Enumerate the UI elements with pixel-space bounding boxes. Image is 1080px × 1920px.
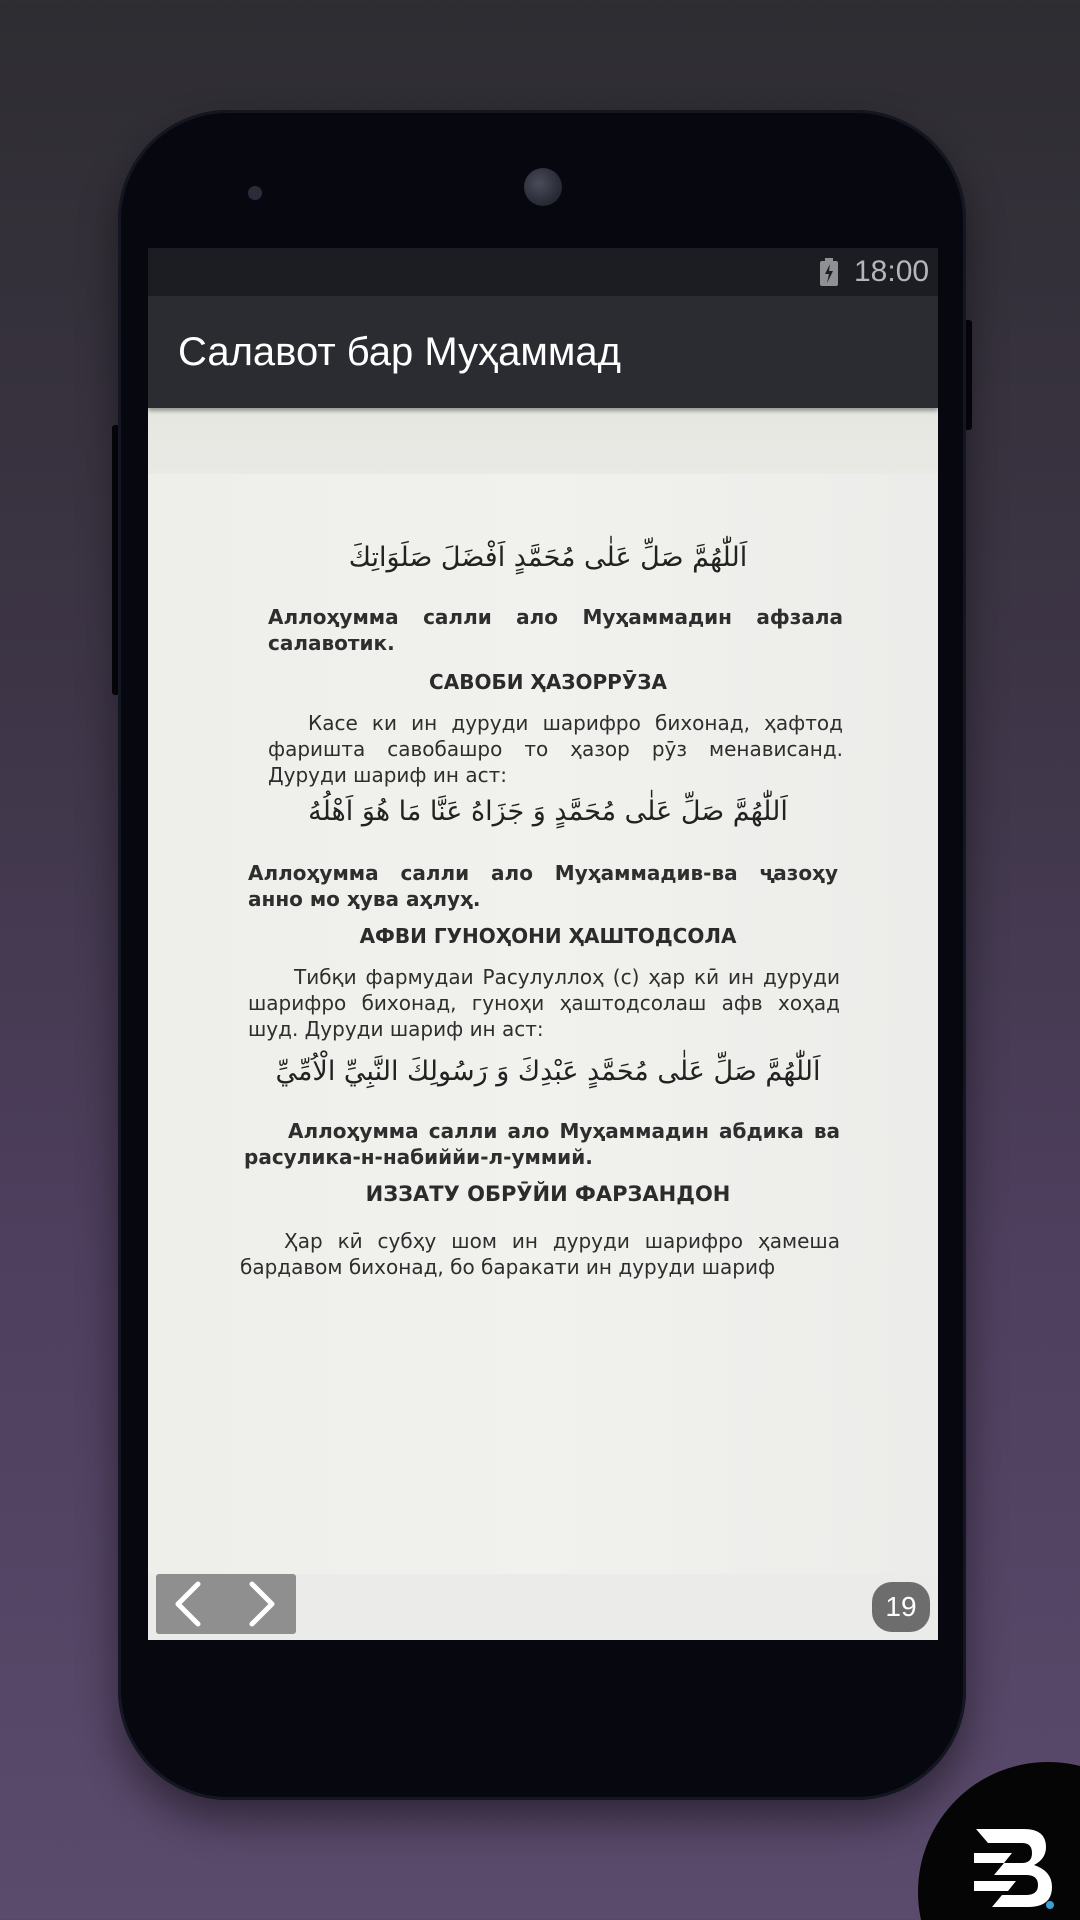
brand-logo-icon xyxy=(972,1825,1058,1911)
app-title: Салавот бар Муҳаммад xyxy=(178,330,621,374)
book-page xyxy=(148,474,938,1574)
section-heading-1: САВОБИ ҲАЗОРРӮЗА xyxy=(429,670,667,694)
status-time: 18:00 xyxy=(854,255,930,288)
paragraph-3: Ҳар кӣ субҳу шом ин дуруди шарифро ҳамеша бардавом бихонад, бо баракати ин дуруди шариф xyxy=(240,1229,840,1279)
section-heading-3: ИЗЗАТУ ОБРӮЙИ ФАРЗАНДОН xyxy=(365,1182,731,1206)
phone-screen xyxy=(148,248,938,1640)
paragraph-2: Тибқи фармудаи Расулуллоҳ (с) ҳар кӣ ин дуруди шарифро бихонад, гуноҳи ҳаштодсолаш афв хоҳад шуд. Дуруди шариф ин аст: xyxy=(248,965,840,1041)
arabic-prayer-2: اَللّٰهُمَّ صَلِّ عَلٰى مُحَمَّدٍ وَ جَزَاهُ عَنَّا مَا هُوَ اَهْلُهُ xyxy=(308,796,788,827)
transliteration-3: Аллоҳумма салли ало Муҳаммадин абдика ва расулика-н-набиййи-л-уммий. xyxy=(244,1119,840,1169)
status-bar xyxy=(148,248,938,296)
paragraph-1: Касе ки ин дуруди шарифро бихонад, ҳафтод фаришта савобашро то ҳазор рӯз менависанд. Дуруди шариф ин аст: xyxy=(268,711,843,787)
transliteration-2: Аллоҳумма салли ало Муҳаммадив-ва ҷазоҳу анно мо ҳува аҳлуҳ. xyxy=(248,861,838,911)
arabic-prayer-1: اَللّٰهُمَّ صَلِّ عَلٰى مُحَمَّدٍ اَفْضَلَ صَلَوَاتِكَ xyxy=(348,542,748,573)
page-number-badge: 19 xyxy=(872,1582,930,1632)
front-camera xyxy=(524,168,562,206)
page-navigation xyxy=(156,1574,296,1634)
arabic-prayer-3: اَللّٰهُمَّ صَلِّ عَلٰى مُحَمَّدٍ عَبْدِكَ وَ رَسُولِكَ النَّبِيِّ الْاُمِّيِّ xyxy=(275,1056,821,1087)
transliteration-1: Аллоҳумма салли ало Муҳаммадин афзала салавотик. xyxy=(268,605,843,655)
pager-bar xyxy=(148,1574,938,1640)
chevron-right-icon[interactable] xyxy=(236,1580,284,1628)
app-bar xyxy=(148,296,938,408)
chevron-left-icon[interactable] xyxy=(166,1580,214,1628)
battery-charging-icon xyxy=(820,258,838,286)
phone-sensor-dot xyxy=(248,186,262,200)
section-heading-2: АФВИ ГУНОҲОНИ ҲАШТОДСОЛА xyxy=(359,924,737,948)
page-viewer[interactable] xyxy=(148,408,938,1574)
